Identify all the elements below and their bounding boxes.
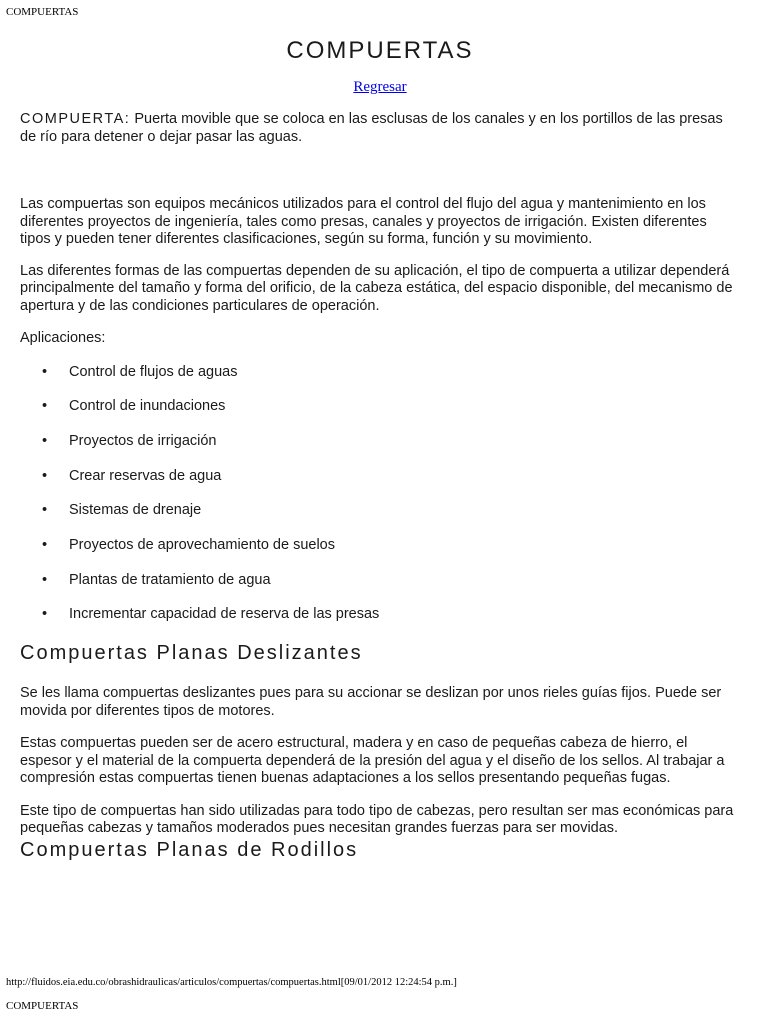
list-item-text: Proyectos de aprovechamiento de suelos xyxy=(69,536,335,553)
list-item xyxy=(20,433,740,451)
list-item xyxy=(20,398,740,416)
list-item xyxy=(20,606,740,624)
bullet-icon: • xyxy=(42,398,48,415)
definition-paragraph xyxy=(20,111,740,146)
list-item-text: Incrementar capacidad de reserva de las presas xyxy=(69,606,380,623)
list-item-text: Plantas de tratamiento de agua xyxy=(69,571,271,588)
list-item xyxy=(20,364,740,382)
applications-label: Aplicaciones: xyxy=(20,330,106,346)
list-item-text: Control de flujos de aguas xyxy=(69,363,238,380)
bullet-icon: • xyxy=(42,467,48,484)
bullet-icon: • xyxy=(42,363,48,380)
section-paragraph: Se les llama compuertas deslizantes pues para su accionar se deslizan por unos rieles guías fijos. Puede ser movida por diferentes tipos de motores. xyxy=(20,685,722,719)
bullet-icon: • xyxy=(42,502,48,519)
bullet-icon: • xyxy=(42,432,48,449)
list-item xyxy=(20,537,740,555)
list-item-text: Crear reservas de agua xyxy=(69,467,222,484)
list-item xyxy=(20,572,740,590)
print-footer-url: http://fluidos.eia.edu.co/obrashidraulicas/articulos/compuertas/compuertas.html[09/01/2012 12:24:54 p.m.] xyxy=(6,977,457,988)
list-item-text: Proyectos de irrigación xyxy=(69,432,217,449)
document-body xyxy=(20,36,740,862)
bullet-icon: • xyxy=(42,536,48,553)
print-header-title: COMPUERTAS xyxy=(6,6,79,18)
bullet-icon: • xyxy=(42,571,48,588)
back-link[interactable]: Regresar xyxy=(353,79,407,95)
section-paragraph: Este tipo de compuertas han sido utilizadas para todo tipo de cabezas, pero resultan ser mas económicas para pequeñas cabezas y tamaños moderados pues necesitan grandes fuerzas para ser movidas. xyxy=(20,802,734,836)
section-paragraph: Estas compuertas pueden ser de acero estructural, madera y en caso de pequeñas cabeza de hierro, el espesor y el material de la compuerta dependerá de la presión del agua y el diseño de los sellos. Al trabajar a compresión estas compuertas tienen buenas adaptaciones a los sellos presentando pequeñas fugas. xyxy=(20,735,725,786)
section-heading-planas-rodillos: Compuertas Planas de Rodillos xyxy=(20,838,359,861)
list-item xyxy=(20,502,740,520)
list-item xyxy=(20,468,740,486)
bullet-icon: • xyxy=(42,606,48,623)
list-item-text: Sistemas de drenaje xyxy=(69,502,202,519)
page-title: COMPUERTAS xyxy=(286,37,474,64)
print-footer-title: COMPUERTAS xyxy=(6,1000,79,1012)
definition-text: Puerta movible que se coloca en las esclusas de los canales y en los portillos de las presas de río para detener o dejar pasar las aguas. xyxy=(20,111,723,145)
intro-paragraph-2: Las diferentes formas de las compuertas dependen de su aplicación, el tipo de compuerta a utilizar dependerá principalmente del tamaño y forma del orificio, de la cabeza estática, del espacio disponible, del mecanismo de apertura y de las condiciones particulares de operación. xyxy=(20,262,733,314)
intro-paragraph-1: Las compuertas son equipos mecánicos utilizados para el control del flujo del agua y mantenimiento en los diferentes proyectos de ingeniería, tales como presas, canales y proyectos de irrigación. Existen diferentes tipos y pueden tener diferentes clasificaciones, según su forma, función y su movimiento. xyxy=(20,196,707,247)
section-heading-planas-deslizantes: Compuertas Planas Deslizantes xyxy=(20,642,363,664)
applications-list xyxy=(20,364,740,624)
definition-term: COMPUERTA: xyxy=(20,111,131,127)
list-item-text: Control de inundaciones xyxy=(69,398,226,415)
